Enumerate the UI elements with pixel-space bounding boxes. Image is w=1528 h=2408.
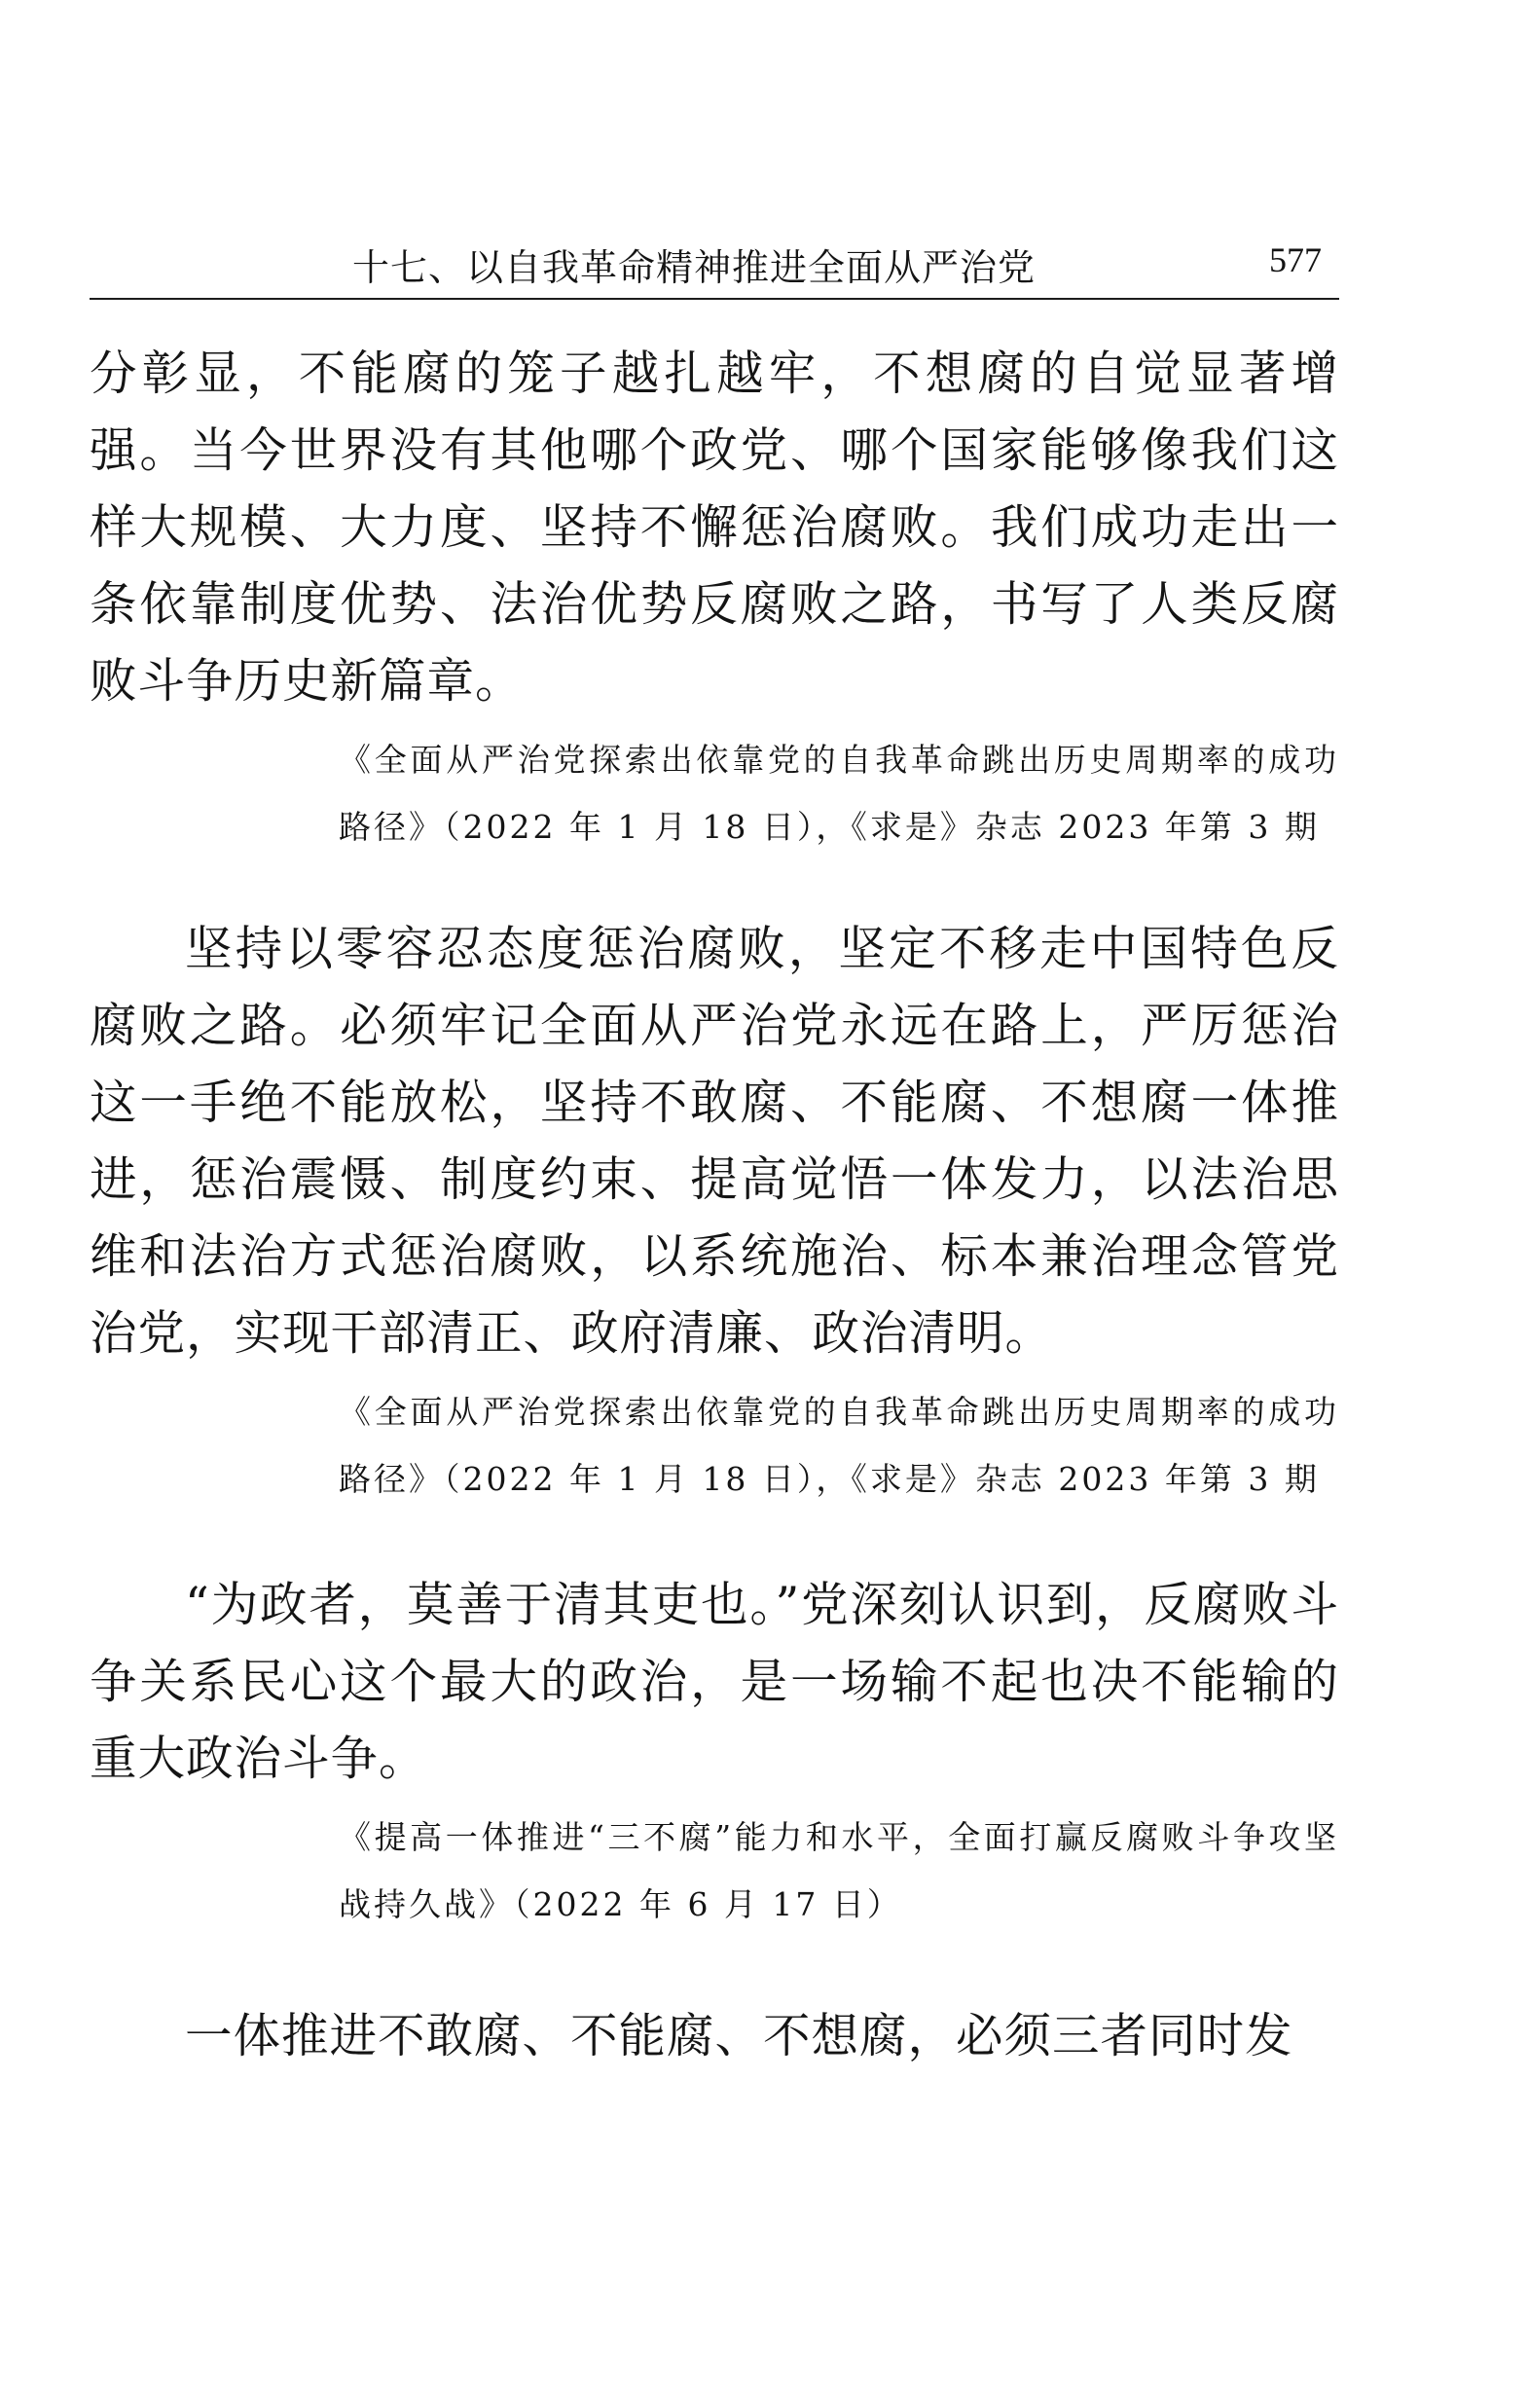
page-body <box>90 336 1339 2075</box>
source-citation: 《全面从严治党探索出依靠党的自我革命跳出历史周期率的成功路径》（2022 年 1 月 18 日），《求是》杂志 2023 年第 3 期 <box>339 1393 1339 1498</box>
body-paragraph: “为政者，莫善于清其吏也。”党深刻认识到，反腐败斗争关系民心这个最大的政治，是一场输不起也决不能输的重大政治斗争。 <box>90 1578 1339 1786</box>
chapter-title: 十七、以自我革命精神推进全面从严治党 <box>352 246 1037 289</box>
body-paragraph: 一体推进不敢腐、不能腐、不想腐，必须三者同时发 <box>185 2009 1293 2063</box>
body-paragraph: 坚持以零容忍态度惩治腐败，坚定不移走中国特色反腐败之路。必须牢记全面从严治党永远在路上，严厉惩治这一手绝不能放松，坚持不敢腐、不能腐、不想腐一体推进，惩治震慑、制度约束、提高觉悟一体发力，以法治思维和法治方式惩治腐败，以系统施治、标本兼治理念管党治党，实现干部清正、政府清廉、政治清明。 <box>90 922 1339 1361</box>
running-header <box>90 232 1339 300</box>
header-rule <box>90 298 1339 300</box>
body-paragraph: 分彰显，不能腐的笼子越扎越牢，不想腐的自觉显著增强。当今世界没有其他哪个政党、哪个国家能够像我们这样大规模、大力度、坚持不懈惩治腐败。我们成功走出一条依靠制度优势、法治优势反腐败之路，书写了人类反腐败斗争历史新篇章。 <box>90 347 1339 709</box>
page-number: 577 <box>1269 240 1322 279</box>
source-citation: 《全面从严治党探索出依靠党的自我革命跳出历史周期率的成功路径》（2022 年 1 月 18 日），《求是》杂志 2023 年第 3 期 <box>339 741 1339 846</box>
source-citation: 《提高一体推进“三不腐”能力和水平，全面打赢反腐败斗争攻坚战持久战》（2022 年 6 月 17 日） <box>339 1818 1339 1923</box>
